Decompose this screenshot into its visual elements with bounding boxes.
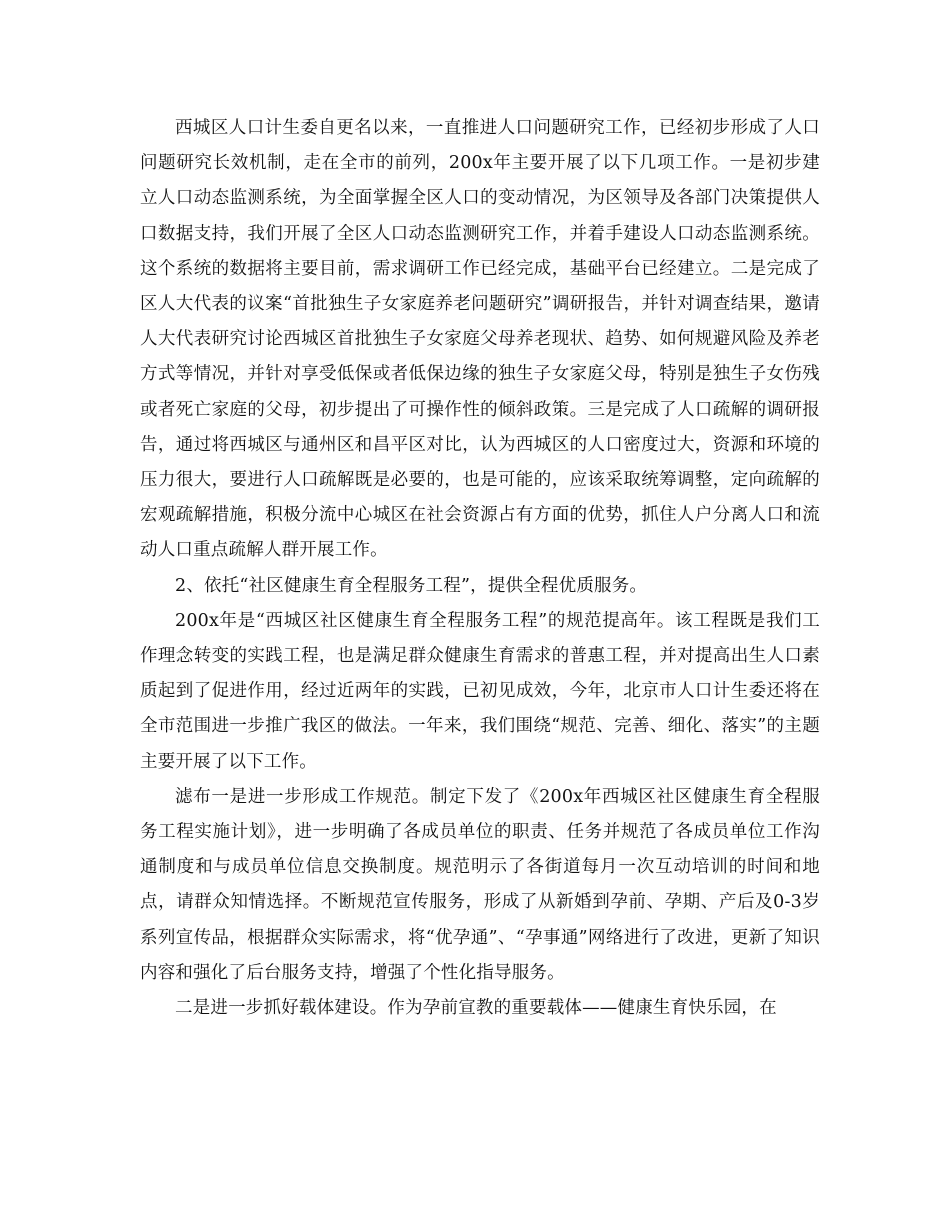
document-body	[140, 111, 820, 1026]
paragraph-service-project: 200x年是“西城区社区健康生育全程服务工程”的规范提高年。该工程既是我们工作理念转变的实践工程，也是满足群众健康生育需求的普惠工程，并对提高出生人口素质起到了促进作用，经过近两年的实践，已初见成效，今年，北京市人口计生委还将在全市范围进一步推广我区的做法。一年来，我们围绕“规范、完善、细化、落实”的主题主要开展了以下工作。	[140, 610, 820, 772]
paragraph-population-research: 西城区人口计生委自更名以来，一直推进人口问题研究工作，已经初步形成了人口问题研究长效机制，走在全市的前列，200x年主要开展了以下几项工作。一是初步建立人口动态监测系统，为全面掌握全区人口的变动情况，为区领导及各部门决策提供人口数据支持，我们开展了全区人口动态监测研究工作，并着手建设人口动态监测系统。这个系统的数据将主要目前，需求调研工作已经完成，基础平台已经建立。二是完成了区人大代表的议案“首批独生子女家庭养老问题研究”调研报告，并针对调查结果，邀请人大代表研究讨论西城区首批独生子女家庭父母养老现状、趋势、如何规避风险及养老方式等情况，并针对享受低保或者低保边缘的独生子女家庭父母，特别是独生子女伤残或者死亡家庭的父母，初步提出了可操作性的倾斜政策。三是完成了人口疏解的调研报告，通过将西城区与通州区和昌平区对比，认为西城区的人口密度过大，资源和环境的压力很大，要进行人口疏解既是必要的，也是可能的，应该采取统筹调整，定向疏解的宏观疏解措施，积极分流中心城区在社会资源占有方面的优势，抓住人户分离人口和流动人口重点疏解人群开展工作。	[140, 118, 820, 561]
section-heading-health-service: 2、依托“社区健康生育全程服务工程”，提供全程优质服务。	[175, 575, 648, 596]
paragraph-work-standards: 滤布一是进一步形成工作规范。制定下发了《200x年西城区社区健康生育全程服务工程实施计划》，进一步明确了各成员单位的职责、任务并规范了各成员单位工作沟通制度和与成员单位信息交换制度。规范明示了各街道每月一次互动培训的时间和地点，请群众知情选择。不断规范宣传服务，形成了从新婚到孕前、孕期、产后及0-3岁系列宣传品，根据群众实际需求，将“优孕通”、“孕事通”网络进行了改进，更新了知识内容和强化了后台服务支持，增强了个性化指导服务。	[140, 786, 820, 983]
paragraph-carrier-construction: 二是进一步抓好载体建设。作为孕前宣教的重要载体——健康生育快乐园，在	[175, 998, 777, 1019]
